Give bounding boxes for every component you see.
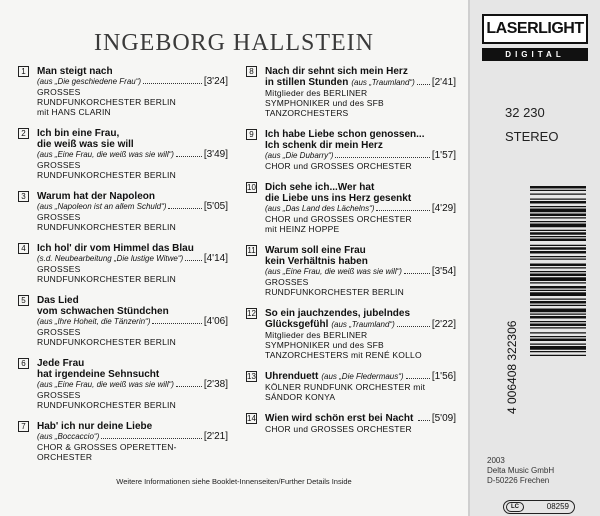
barcode-bar (530, 199, 586, 200)
leader-dots (185, 260, 202, 261)
barcode-bar (530, 339, 586, 342)
barcode-bar (530, 292, 586, 296)
track-performer: GROSSES (37, 264, 81, 274)
track-item (18, 66, 228, 117)
track-performer: SYMPHONIKER und des SFB (265, 98, 384, 108)
track-source-line (37, 254, 228, 264)
track-source: (aus „Eine Frau, die weiß was sie will“) (265, 267, 402, 276)
track-duration: [3'54] (431, 266, 456, 277)
barcode-bar (530, 236, 586, 237)
track-performer: GROSSES (37, 212, 81, 222)
track-performer: RUNDFUNKORCHESTER BERLIN (265, 287, 404, 297)
track-title: Hab' ich nur deine Liebe (37, 421, 153, 432)
barcode-bar (530, 316, 586, 319)
leader-dots (152, 323, 201, 324)
track-title: Dich sehe ich...Wer hat (265, 182, 375, 193)
lc-code: 08259 (546, 502, 569, 511)
leader-dots (417, 84, 430, 85)
track-source: (aus „Eine Frau, die weiß was sie will“) (37, 150, 174, 159)
barcode (505, 182, 586, 418)
barcode-bar (530, 305, 586, 306)
track-title: Warum hat der Napoleon (37, 191, 155, 202)
track-item (18, 358, 228, 410)
barcode-bar (530, 194, 586, 195)
track-duration: [4'06] (203, 316, 228, 327)
leader-dots (335, 157, 429, 158)
track-item (246, 413, 456, 434)
track-source: (aus „Die geschiedene Frau“) (37, 77, 142, 86)
track-item (18, 243, 228, 284)
track-source-line (265, 413, 456, 424)
track-title: Das Lied (37, 295, 79, 306)
track-source: (aus „Napoleon ist an allem Schuld“) (37, 202, 167, 211)
barcode-bar (530, 299, 586, 300)
barcode-bar (530, 247, 586, 250)
barcode-bar (530, 282, 586, 283)
track-number: 6 (18, 358, 29, 369)
track-performer: RUNDFUNKORCHESTER BERLIN (37, 170, 176, 180)
track-number: 2 (18, 128, 29, 139)
track-performer: SYMPHONIKER und des SFB (265, 340, 384, 350)
track-duration: [4'14] (203, 253, 228, 264)
barcode-bar (530, 309, 586, 313)
track-source: (s.d. Neubearbeitung „Die lustige Witwe“) (37, 254, 184, 263)
track-performer: RUNDFUNKORCHESTER BERLIN (37, 337, 176, 347)
track-title: Glücksgefühl (265, 319, 329, 330)
track-source-line (265, 267, 456, 277)
track-performer: GROSSES (37, 390, 81, 400)
track-source: (aus „Boccaccio“) (37, 432, 100, 441)
barcode-bar (530, 277, 586, 281)
publisher-address: D-50226 Frechen (487, 476, 550, 485)
track-item (18, 191, 228, 232)
track-source-line (37, 432, 228, 442)
barcode-bar (530, 239, 586, 242)
track-number: 10 (247, 183, 256, 192)
barcode-bar (530, 301, 586, 304)
track-title: die weiß was sie will (37, 139, 134, 150)
catalog-number: 32 230 (505, 105, 545, 120)
track-source-line (37, 150, 228, 160)
barcode-bar (530, 336, 586, 337)
track-item (246, 371, 456, 402)
barcode-bar (530, 267, 586, 268)
track-title: die Liebe uns ins Herz gesenkt (265, 193, 412, 204)
track-title: Wien wird schön erst bei Nacht (265, 413, 414, 424)
track-item (246, 245, 456, 297)
album-title: INGEBORG HALLSTEIN (94, 30, 374, 56)
track-performer: Mitglieder des BERLINER (265, 330, 368, 340)
barcode-bar (530, 209, 586, 213)
leader-dots (168, 208, 201, 209)
barcode-bar (530, 321, 586, 322)
track-duration: [1'57] (431, 150, 456, 161)
track-number: 9 (246, 129, 257, 140)
barcode-bar (530, 327, 586, 328)
barcode-bar (530, 256, 586, 257)
track-performer: SÁNDOR KONYA (265, 392, 336, 402)
track-duration: [5'09] (431, 413, 456, 424)
leader-dots (101, 438, 202, 439)
barcode-bar (530, 251, 586, 254)
barcode-bar (530, 351, 586, 352)
barcode-bar (530, 224, 586, 228)
tracklist-left-column (18, 66, 228, 473)
track-number: 11 (247, 246, 256, 255)
track-performer: GROSSES (37, 87, 81, 97)
footer-note: Weitere Informationen siehe Booklet-Innenseiten/Further Details Inside (116, 477, 352, 486)
track-title: Ich bin eine Frau, (37, 128, 120, 139)
lc-badge: LC (506, 502, 524, 512)
leader-dots (418, 420, 430, 421)
track-item (246, 66, 456, 118)
track-number: 3 (18, 191, 29, 202)
barcode-bar (530, 290, 586, 291)
track-source: (aus „Die Fledermaus“) (321, 372, 404, 381)
leader-dots (143, 83, 202, 84)
publisher-year: 2003 (487, 456, 505, 465)
audio-format: STEREO (505, 129, 559, 144)
track-duration: [2'41] (431, 77, 456, 88)
leader-dots (376, 210, 429, 211)
track-performer: mit HANS CLARIN (37, 107, 111, 117)
track-performer: CHOR und GROSSES ORCHESTER (265, 161, 412, 171)
track-title: Warum soll eine Frau (265, 245, 366, 256)
barcode-bar (530, 286, 586, 289)
laserlight-logo: LASERLIGHT (482, 14, 588, 44)
leader-dots (176, 156, 202, 157)
track-performer: KÖLNER RUNDFUNK ORCHESTER mit (265, 382, 426, 392)
track-performer: RUNDFUNKORCHESTER BERLIN (37, 274, 176, 284)
track-performer: RUNDFUNKORCHESTER BERLIN (37, 400, 176, 410)
barcode-bar (530, 346, 586, 350)
track-performer: CHOR und GROSSES ORCHESTER (265, 424, 412, 434)
track-title: kein Verhältnis haben (265, 256, 368, 267)
track-item (18, 421, 228, 462)
track-performer: mit HEINZ HOPPE (265, 224, 340, 234)
barcode-bar (530, 355, 586, 356)
barcode-bar (530, 259, 586, 260)
barcode-bar (530, 344, 586, 345)
track-number: 14 (247, 414, 256, 423)
track-duration: [2'21] (203, 431, 228, 442)
track-performer: ORCHESTER (37, 452, 93, 462)
track-title: Jede Frau (37, 358, 85, 369)
barcode-bar (530, 314, 586, 315)
track-source: (aus „Ihre Hoheit, die Tänzerin“) (37, 317, 151, 326)
laserlight-logo-sub: DIGITAL (482, 48, 588, 61)
publisher-name: Delta Music GmbH (487, 466, 555, 475)
leader-dots (406, 378, 430, 379)
track-item (246, 182, 456, 234)
track-performer: RUNDFUNKORCHESTER BERLIN (37, 97, 176, 107)
track-number: 12 (247, 309, 256, 318)
leader-dots (397, 326, 430, 327)
barcode-bar (530, 186, 586, 189)
track-performer: Mitglieder des BERLINER (265, 88, 368, 98)
track-item (246, 308, 456, 360)
track-performer: TANZORCHESTERS (265, 108, 349, 118)
barcode-bar (530, 264, 586, 267)
barcode-bar (530, 274, 586, 277)
track-duration: [3'24] (203, 76, 228, 87)
barcode-bar (530, 245, 586, 246)
track-title: So ein jauchzendes, jubelndes (265, 308, 411, 319)
track-source-line (37, 77, 228, 87)
label-code (503, 500, 575, 514)
track-source-line (37, 202, 228, 212)
barcode-bar (530, 217, 586, 218)
track-duration: [2'22] (431, 319, 456, 330)
track-title: Uhrenduett (265, 371, 319, 382)
track-source-line (265, 204, 456, 214)
track-number: 5 (18, 295, 29, 306)
track-performer: RUNDFUNKORCHESTER BERLIN (37, 222, 176, 232)
track-duration: [4'29] (431, 203, 456, 214)
track-title: vom schwachen Stündchen (37, 306, 169, 317)
barcode-bar (530, 190, 586, 191)
barcode-bar (530, 221, 586, 222)
track-title: Nach dir sehnt sich mein Herz (265, 66, 408, 77)
publisher-block (487, 456, 554, 486)
track-item (18, 128, 228, 180)
track-source: (aus „Traumland“) (331, 320, 395, 329)
track-duration: [2'38] (203, 379, 228, 390)
barcode-bar (530, 271, 586, 272)
track-number: 8 (246, 66, 257, 77)
track-number: 4 (18, 243, 29, 254)
track-duration: [3'49] (203, 149, 228, 160)
track-title: in stillen Stunden (265, 77, 349, 88)
barcode-bar (530, 324, 586, 327)
track-performer: GROSSES (265, 277, 309, 287)
track-performer: TANZORCHESTERS mit RENÉ KOLLO (265, 350, 422, 360)
track-number: 13 (247, 372, 256, 381)
track-source: (aus „Das Land des Lächelns“) (265, 204, 375, 213)
track-source-line (265, 151, 456, 161)
barcode-bar (530, 214, 586, 217)
track-title: Ich schenk dir mein Herz (265, 140, 383, 151)
tracklist-right-column (246, 66, 456, 445)
track-item (18, 295, 228, 347)
track-performer: GROSSES (37, 327, 81, 337)
track-item (246, 129, 456, 171)
track-number: 7 (18, 421, 29, 432)
track-title: Ich hol' dir vom Himmel das Blau (37, 243, 194, 254)
track-source-line (37, 380, 228, 390)
barcode-bar (530, 230, 586, 231)
track-source-line (265, 319, 456, 330)
leader-dots (404, 273, 430, 274)
track-source-line (265, 77, 456, 88)
track-performer: CHOR und GROSSES ORCHESTER (265, 214, 412, 224)
track-source: (aus „Traumland“) (351, 78, 415, 87)
barcode-number: 4 006408 322306 (505, 320, 519, 414)
barcode-bar (530, 232, 586, 235)
track-title: hat irgendeine Sehnsucht (37, 369, 160, 380)
barcode-bar (530, 332, 586, 333)
track-source: (aus „Eine Frau, die weiß was sie will“) (37, 380, 174, 389)
track-source-line (265, 371, 456, 382)
track-title: Ich habe Liebe schon genossen... (265, 129, 425, 140)
barcode-bar (530, 206, 586, 207)
track-performer: GROSSES (37, 160, 81, 170)
track-source: (aus „Die Dubarry“) (265, 151, 334, 160)
track-duration: [5'05] (203, 201, 228, 212)
track-duration: [1'56] (431, 371, 456, 382)
track-title: Man steigt nach (37, 66, 113, 77)
track-source-line (37, 317, 228, 327)
track-number: 1 (18, 66, 29, 77)
leader-dots (176, 386, 202, 387)
track-performer: CHOR & GROSSES OPERETTEN- (37, 442, 177, 452)
barcode-bar (530, 201, 586, 204)
